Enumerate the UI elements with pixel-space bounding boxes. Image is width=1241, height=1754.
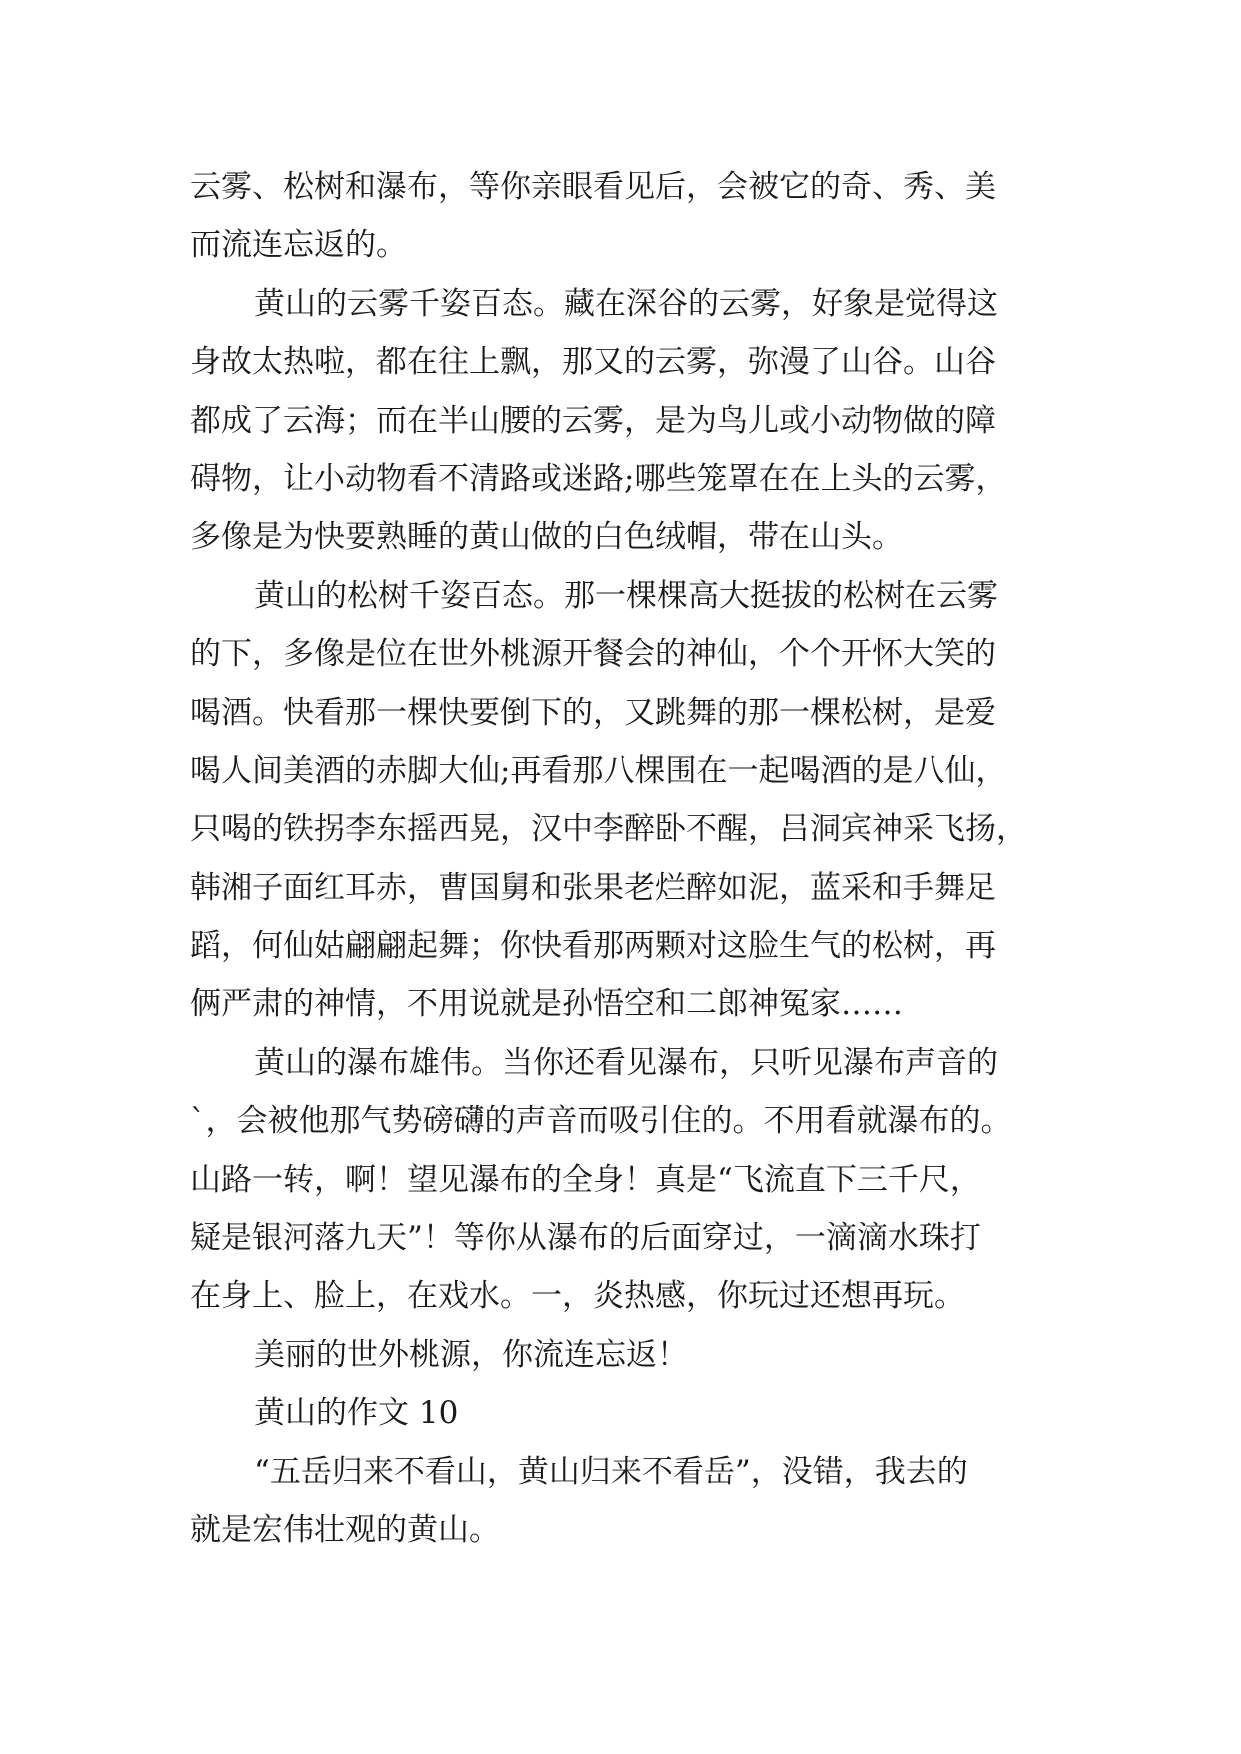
paragraph-start-line: 美丽的世外桃源，你流连忘返！ [254,1336,688,1373]
text-line: 俩严肃的神情，不用说就是孙悟空和二郎神冤家…… [190,986,903,1023]
text-line: 只喝的铁拐李东摇西晃，汉中李醉卧不醒，吕洞宾神采飞扬， [190,811,1027,848]
text-line: 韩湘子面红耳赤，曹国舅和张果老烂醉如泥，蓝采和手舞足 [190,869,996,906]
text-line: 喝酒。快看那一棵快要倒下的，又跳舞的那一棵松树，是爱 [190,694,996,731]
text-line: 云雾、松树和瀑布，等你亲眼看见后，会被它的奇、秀、美 [190,169,996,205]
text-line: `，会被他那气势磅礴的声音而吸引住的。不用看就瀑布的。 [190,1103,1012,1140]
paragraph-start-line: 黄山的云雾千姿百态。藏在深谷的云雾，好象是觉得这 [254,285,998,322]
text-line: 而流连忘返的。 [190,227,407,264]
text-line: 喝人间美酒的赤脚大仙;再看那八棵围在一起喝酒的是八仙， [190,752,1007,789]
text-line: 疑是银河落九天”！等你从瀑布的后面穿过，一滴滴水珠打 [190,1220,981,1257]
text-line: 山路一转，啊！望见瀑布的全身！真是“飞流直下三千尺， [190,1161,981,1198]
text-line: 蹈，何仙姑翩翩起舞；你快看那两颗对这脸生气的松树，再 [190,928,996,965]
text-line: 在身上、脸上，在戏水。一，炎热感，你玩过还想再玩。 [190,1278,965,1315]
text-line: 都成了云海；而在半山腰的云雾，是为鸟儿或小动物做的障 [190,402,996,439]
body-text [190,158,1060,1559]
paragraph-start-line: “五岳归来不看山，黄山归来不看岳”，没错，我去的 [254,1453,968,1490]
text-line: 身故太热啦，都在往上飘，那又的云雾，弥漫了山谷。山谷 [190,344,996,381]
text-line: 就是宏伟壮观的黄山。 [190,1511,500,1548]
text-line: 的下，多像是位在世外桃源开餐会的神仙，个个开怀大笑的 [190,636,996,673]
text-line: 多像是为快要熟睡的黄山做的白色绒帽，带在山头。 [190,519,903,556]
section-heading: 黄山的作文 10 [254,1395,459,1432]
text-line: 碍物，让小动物看不清路或迷路;哪些笼罩在在上头的云雾， [190,460,1007,497]
paragraph-start-line: 黄山的瀑布雄伟。当你还看见瀑布，只听见瀑布声音的 [254,1044,998,1081]
paragraph-start-line: 黄山的松树千姿百态。那一棵棵高大挺拔的松树在云雾 [254,577,998,614]
